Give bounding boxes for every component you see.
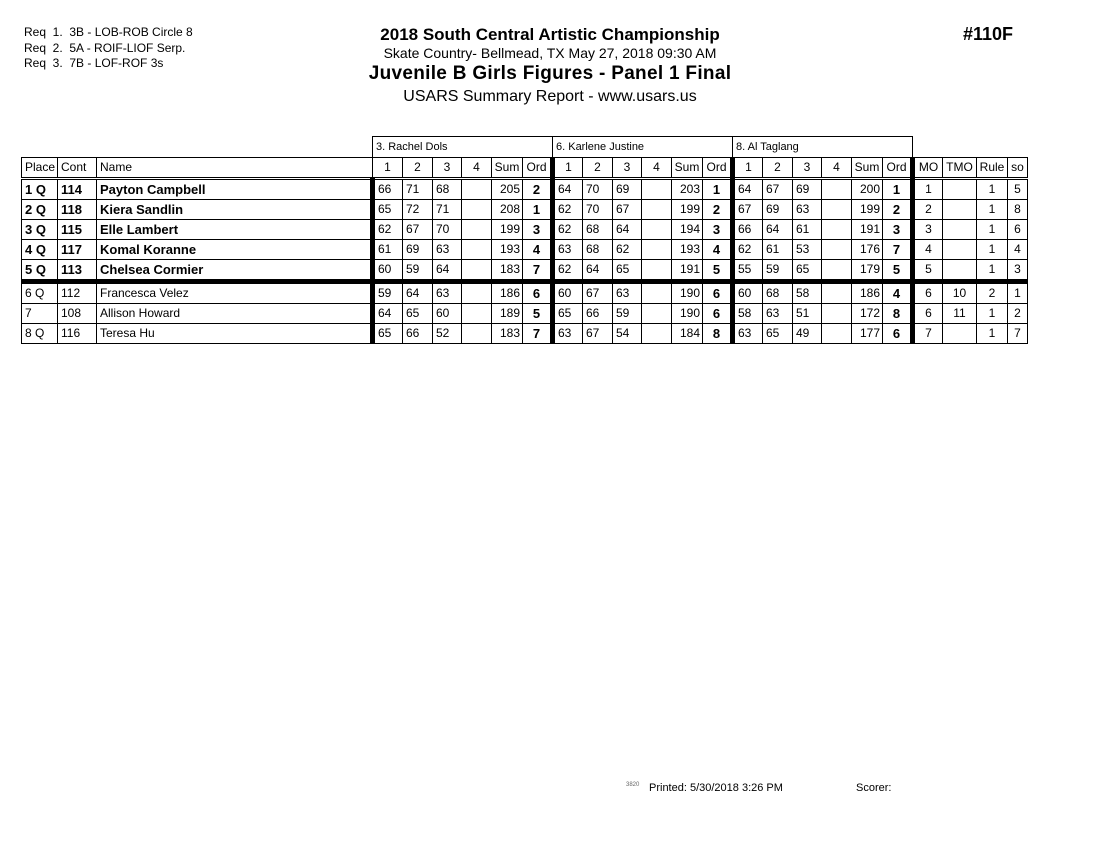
j1-score-cell: 65 xyxy=(373,200,403,220)
j2-score-cell xyxy=(642,260,672,282)
j1-score-cell: 65 xyxy=(373,324,403,344)
column-header-row xyxy=(22,158,1028,179)
name-cell: Elle Lambert xyxy=(97,220,373,240)
header-j2-ord: Ord xyxy=(703,158,733,179)
j3-score-cell xyxy=(822,324,852,344)
j3-ordinal-cell: 1 xyxy=(883,179,913,200)
tmo-cell xyxy=(943,240,977,260)
j1-score-cell: 52 xyxy=(433,324,462,344)
so-cell: 7 xyxy=(1008,324,1028,344)
header-j3-fig2: 2 xyxy=(763,158,793,179)
j2-score-cell: 66 xyxy=(583,304,613,324)
j3-score-cell xyxy=(822,304,852,324)
report-code: 3820 xyxy=(626,782,640,788)
cont-cell: 114 xyxy=(58,179,97,200)
cont-cell: 108 xyxy=(58,304,97,324)
j1-score-cell: 68 xyxy=(433,179,462,200)
header-place: Place xyxy=(22,158,58,179)
tmo-cell xyxy=(943,324,977,344)
j1-ordinal-cell: 4 xyxy=(523,240,553,260)
j3-score-cell: 62 xyxy=(733,240,763,260)
j3-score-cell: 64 xyxy=(733,179,763,200)
j3-score-cell xyxy=(822,260,852,282)
j3-score-cell: 58 xyxy=(733,304,763,324)
so-cell: 6 xyxy=(1008,220,1028,240)
j2-score-cell: 64 xyxy=(553,179,583,200)
place-cell: 6 Q xyxy=(22,282,58,304)
report-header xyxy=(340,24,760,107)
j1-ordinal-cell: 2 xyxy=(523,179,553,200)
j3-score-cell: 60 xyxy=(733,282,763,304)
j1-score-cell: 72 xyxy=(403,200,433,220)
j3-score-cell: 64 xyxy=(763,220,793,240)
j3-score-cell: 67 xyxy=(763,179,793,200)
j2-ordinal-cell: 1 xyxy=(703,179,733,200)
rule-cell: 1 xyxy=(977,304,1008,324)
j2-score-cell xyxy=(642,200,672,220)
j2-score-cell: 63 xyxy=(553,324,583,344)
so-cell: 3 xyxy=(1008,260,1028,282)
j1-sum-cell: 205 xyxy=(492,179,523,200)
j2-score-cell xyxy=(642,304,672,324)
tmo-cell: 10 xyxy=(943,282,977,304)
j1-ordinal-cell: 7 xyxy=(523,260,553,282)
header-j2-fig1: 1 xyxy=(553,158,583,179)
header-so: so xyxy=(1008,158,1028,179)
j2-sum-cell: 190 xyxy=(672,304,703,324)
tmo-cell xyxy=(943,179,977,200)
j1-score-cell: 64 xyxy=(433,260,462,282)
requirement-3: Req 3. 7B - LOF-ROF 3s xyxy=(24,56,164,70)
j1-sum-cell: 186 xyxy=(492,282,523,304)
j1-sum-cell: 208 xyxy=(492,200,523,220)
j3-score-cell: 65 xyxy=(793,260,822,282)
j2-score-cell xyxy=(642,240,672,260)
j3-ordinal-cell: 7 xyxy=(883,240,913,260)
mo-cell: 2 xyxy=(913,200,943,220)
j3-score-cell: 68 xyxy=(763,282,793,304)
competition-title: 2018 South Central Artistic Championship xyxy=(380,25,720,44)
j3-score-cell xyxy=(822,240,852,260)
rule-cell: 1 xyxy=(977,220,1008,240)
table-row xyxy=(22,220,1028,240)
j2-score-cell: 62 xyxy=(553,260,583,282)
j1-sum-cell: 199 xyxy=(492,220,523,240)
j2-sum-cell: 203 xyxy=(672,179,703,200)
j1-score-cell: 59 xyxy=(403,260,433,282)
j1-score-cell: 70 xyxy=(433,220,462,240)
results-table xyxy=(21,136,1028,344)
j3-sum-cell: 191 xyxy=(852,220,883,240)
j1-score-cell xyxy=(462,304,492,324)
j1-sum-cell: 183 xyxy=(492,260,523,282)
report-subtitle: USARS Summary Report - www.usars.us xyxy=(403,88,697,105)
j2-score-cell: 60 xyxy=(553,282,583,304)
j3-sum-cell: 186 xyxy=(852,282,883,304)
header-cont: Cont xyxy=(58,158,97,179)
j1-score-cell xyxy=(462,220,492,240)
j3-score-cell: 61 xyxy=(763,240,793,260)
j3-score-cell xyxy=(822,220,852,240)
table-row xyxy=(22,260,1028,282)
tmo-cell xyxy=(943,200,977,220)
j1-score-cell: 66 xyxy=(373,179,403,200)
table-row xyxy=(22,282,1028,304)
mo-cell: 1 xyxy=(913,179,943,200)
j2-score-cell: 64 xyxy=(613,220,642,240)
mo-cell: 5 xyxy=(913,260,943,282)
rule-cell: 1 xyxy=(977,179,1008,200)
j1-score-cell: 63 xyxy=(433,240,462,260)
j1-sum-cell: 183 xyxy=(492,324,523,344)
cont-cell: 117 xyxy=(58,240,97,260)
j2-score-cell: 65 xyxy=(613,260,642,282)
so-cell: 2 xyxy=(1008,304,1028,324)
j1-ordinal-cell: 1 xyxy=(523,200,553,220)
j1-score-cell: 71 xyxy=(403,179,433,200)
header-j1-fig2: 2 xyxy=(403,158,433,179)
event-title: Juvenile B Girls Figures - Panel 1 Final xyxy=(368,63,732,84)
cont-cell: 115 xyxy=(58,220,97,240)
name-cell: Komal Koranne xyxy=(97,240,373,260)
j2-sum-cell: 191 xyxy=(672,260,703,282)
j2-sum-cell: 199 xyxy=(672,200,703,220)
j2-score-cell xyxy=(642,324,672,344)
j1-ordinal-cell: 5 xyxy=(523,304,553,324)
header-mo: MO xyxy=(913,158,943,179)
j2-sum-cell: 194 xyxy=(672,220,703,240)
mo-cell: 3 xyxy=(913,220,943,240)
j1-ordinal-cell: 7 xyxy=(523,324,553,344)
header-j3-sum: Sum xyxy=(852,158,883,179)
name-cell: Teresa Hu xyxy=(97,324,373,344)
j3-sum-cell: 176 xyxy=(852,240,883,260)
j1-sum-cell: 189 xyxy=(492,304,523,324)
j2-score-cell xyxy=(642,179,672,200)
header-j1-fig1: 1 xyxy=(373,158,403,179)
printed-timestamp: Printed: 5/30/2018 3:26 PM xyxy=(649,782,783,794)
place-cell: 3 Q xyxy=(22,220,58,240)
j1-ordinal-cell: 6 xyxy=(523,282,553,304)
j1-score-cell: 65 xyxy=(403,304,433,324)
header-j1-fig4: 4 xyxy=(462,158,492,179)
j1-score-cell: 67 xyxy=(403,220,433,240)
header-j2-sum: Sum xyxy=(672,158,703,179)
j1-score-cell xyxy=(462,260,492,282)
j2-score-cell: 62 xyxy=(613,240,642,260)
j1-sum-cell: 193 xyxy=(492,240,523,260)
j3-score-cell: 55 xyxy=(733,260,763,282)
header-j3-fig4: 4 xyxy=(822,158,852,179)
header-j1-ord: Ord xyxy=(523,158,553,179)
j3-ordinal-cell: 2 xyxy=(883,200,913,220)
j3-score-cell xyxy=(822,179,852,200)
header-j3-ord: Ord xyxy=(883,158,913,179)
j2-score-cell: 63 xyxy=(613,282,642,304)
so-cell: 8 xyxy=(1008,200,1028,220)
j2-score-cell: 65 xyxy=(553,304,583,324)
j2-sum-cell: 184 xyxy=(672,324,703,344)
j3-score-cell: 61 xyxy=(793,220,822,240)
j2-score-cell: 67 xyxy=(613,200,642,220)
j2-score-cell: 67 xyxy=(583,324,613,344)
mo-cell: 6 xyxy=(913,282,943,304)
place-cell: 2 Q xyxy=(22,200,58,220)
j2-score-cell: 68 xyxy=(583,240,613,260)
place-cell: 8 Q xyxy=(22,324,58,344)
j1-score-cell: 61 xyxy=(373,240,403,260)
j3-score-cell: 67 xyxy=(733,200,763,220)
j2-score-cell: 69 xyxy=(613,179,642,200)
j3-sum-cell: 177 xyxy=(852,324,883,344)
mo-cell: 6 xyxy=(913,304,943,324)
rule-cell: 1 xyxy=(977,324,1008,344)
j2-ordinal-cell: 3 xyxy=(703,220,733,240)
name-cell: Chelsea Cormier xyxy=(97,260,373,282)
j2-score-cell: 62 xyxy=(553,200,583,220)
header-j2-fig4: 4 xyxy=(642,158,672,179)
j1-score-cell xyxy=(462,282,492,304)
table-row xyxy=(22,179,1028,200)
j1-score-cell: 63 xyxy=(433,282,462,304)
venue-datetime: Skate Country- Bellmead, TX May 27, 2018 09:30 AM xyxy=(383,45,717,61)
judges-row xyxy=(22,137,1028,158)
cont-cell: 112 xyxy=(58,282,97,304)
figure-requirements xyxy=(24,25,193,72)
rule-cell: 2 xyxy=(977,282,1008,304)
j1-score-cell xyxy=(462,240,492,260)
header-tmo: TMO xyxy=(943,158,977,179)
j1-score-cell: 59 xyxy=(373,282,403,304)
j3-score-cell: 58 xyxy=(793,282,822,304)
name-cell: Francesca Velez xyxy=(97,282,373,304)
header-j2-fig3: 3 xyxy=(613,158,642,179)
j3-score-cell: 63 xyxy=(733,324,763,344)
j3-score-cell xyxy=(822,282,852,304)
j3-score-cell: 49 xyxy=(793,324,822,344)
j3-score-cell: 69 xyxy=(793,179,822,200)
name-cell: Payton Campbell xyxy=(97,179,373,200)
j3-score-cell: 65 xyxy=(763,324,793,344)
j2-score-cell xyxy=(642,220,672,240)
j3-ordinal-cell: 8 xyxy=(883,304,913,324)
rule-cell: 1 xyxy=(977,200,1008,220)
judge-1-name: 3. Rachel Dols xyxy=(373,137,553,158)
requirement-1: Req 1. 3B - LOB-ROB Circle 8 xyxy=(24,25,193,39)
j1-score-cell xyxy=(462,200,492,220)
j2-score-cell: 62 xyxy=(553,220,583,240)
j1-score-cell: 66 xyxy=(403,324,433,344)
j3-score-cell: 63 xyxy=(763,304,793,324)
j2-ordinal-cell: 4 xyxy=(703,240,733,260)
j1-score-cell: 62 xyxy=(373,220,403,240)
header-name: Name xyxy=(97,158,373,179)
table-row xyxy=(22,200,1028,220)
table-row xyxy=(22,304,1028,324)
j1-score-cell: 71 xyxy=(433,200,462,220)
j2-score-cell: 64 xyxy=(583,260,613,282)
event-number: #110F xyxy=(963,24,1014,44)
results-body xyxy=(22,179,1028,344)
j1-score-cell: 64 xyxy=(403,282,433,304)
so-cell: 5 xyxy=(1008,179,1028,200)
tmo-cell: 11 xyxy=(943,304,977,324)
tmo-cell xyxy=(943,260,977,282)
j3-score-cell xyxy=(822,200,852,220)
j1-score-cell xyxy=(462,179,492,200)
place-cell: 4 Q xyxy=(22,240,58,260)
cont-cell: 113 xyxy=(58,260,97,282)
cont-cell: 118 xyxy=(58,200,97,220)
header-j1-sum: Sum xyxy=(492,158,523,179)
scorer-label: Scorer: xyxy=(856,782,892,794)
j2-ordinal-cell: 5 xyxy=(703,260,733,282)
j1-score-cell xyxy=(462,324,492,344)
j2-ordinal-cell: 8 xyxy=(703,324,733,344)
j3-score-cell: 69 xyxy=(763,200,793,220)
header-j1-fig3: 3 xyxy=(433,158,462,179)
judge-2-name: 6. Karlene Justine xyxy=(553,137,733,158)
table-row xyxy=(22,240,1028,260)
header-rule: Rule xyxy=(977,158,1008,179)
j2-score-cell: 70 xyxy=(583,179,613,200)
mo-cell: 7 xyxy=(913,324,943,344)
j1-score-cell: 64 xyxy=(373,304,403,324)
header-j3-fig1: 1 xyxy=(733,158,763,179)
j2-score-cell: 67 xyxy=(583,282,613,304)
j1-score-cell: 60 xyxy=(373,260,403,282)
place-cell: 5 Q xyxy=(22,260,58,282)
j2-sum-cell: 190 xyxy=(672,282,703,304)
j3-score-cell: 66 xyxy=(733,220,763,240)
header-j3-fig3: 3 xyxy=(793,158,822,179)
j2-score-cell: 70 xyxy=(583,200,613,220)
j2-score-cell: 59 xyxy=(613,304,642,324)
j1-score-cell: 60 xyxy=(433,304,462,324)
j2-ordinal-cell: 6 xyxy=(703,304,733,324)
j1-score-cell: 69 xyxy=(403,240,433,260)
j3-score-cell: 59 xyxy=(763,260,793,282)
j3-ordinal-cell: 3 xyxy=(883,220,913,240)
tmo-cell xyxy=(943,220,977,240)
j3-score-cell: 53 xyxy=(793,240,822,260)
j2-score-cell: 54 xyxy=(613,324,642,344)
j2-ordinal-cell: 6 xyxy=(703,282,733,304)
mo-cell: 4 xyxy=(913,240,943,260)
j2-score-cell: 68 xyxy=(583,220,613,240)
rule-cell: 1 xyxy=(977,260,1008,282)
j3-ordinal-cell: 4 xyxy=(883,282,913,304)
so-cell: 1 xyxy=(1008,282,1028,304)
j3-score-cell: 63 xyxy=(793,200,822,220)
table-row xyxy=(22,324,1028,344)
cont-cell: 116 xyxy=(58,324,97,344)
rule-cell: 1 xyxy=(977,240,1008,260)
place-cell: 1 Q xyxy=(22,179,58,200)
place-cell: 7 xyxy=(22,304,58,324)
judge-3-name: 8. Al Taglang xyxy=(733,137,913,158)
name-cell: Allison Howard xyxy=(97,304,373,324)
j3-sum-cell: 199 xyxy=(852,200,883,220)
j2-score-cell xyxy=(642,282,672,304)
j2-ordinal-cell: 2 xyxy=(703,200,733,220)
name-cell: Kiera Sandlin xyxy=(97,200,373,220)
j3-score-cell: 51 xyxy=(793,304,822,324)
header-j2-fig2: 2 xyxy=(583,158,613,179)
j3-sum-cell: 200 xyxy=(852,179,883,200)
j3-ordinal-cell: 5 xyxy=(883,260,913,282)
so-cell: 4 xyxy=(1008,240,1028,260)
j3-sum-cell: 172 xyxy=(852,304,883,324)
j2-score-cell: 63 xyxy=(553,240,583,260)
j3-ordinal-cell: 6 xyxy=(883,324,913,344)
requirement-2: Req 2. 5A - ROIF-LIOF Serp. xyxy=(24,40,186,55)
j1-ordinal-cell: 3 xyxy=(523,220,553,240)
j3-sum-cell: 179 xyxy=(852,260,883,282)
j2-sum-cell: 193 xyxy=(672,240,703,260)
